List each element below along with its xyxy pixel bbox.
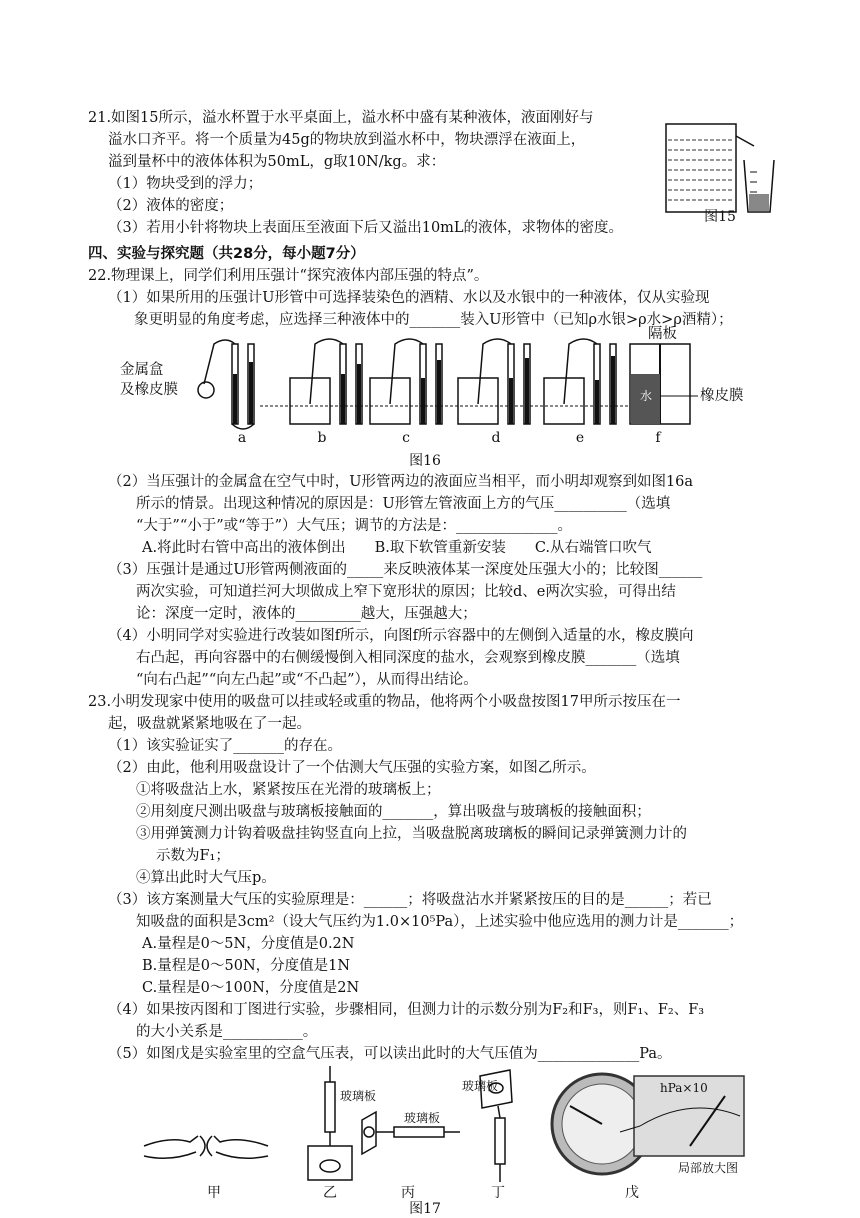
q23-option-b: B.量程是0～50N，分度值是1N bbox=[142, 958, 351, 974]
q21-line-6: （3）若用小针将物块上表面压至液面下后又溢出10mL的液体，求物体的密度。 bbox=[108, 220, 624, 236]
fig16-sublabel-d: d bbox=[491, 430, 501, 446]
fig17-sublabel-wu: 戊 bbox=[625, 1185, 639, 1201]
fig17-label-glass-2: 玻璃板 bbox=[404, 1111, 441, 1125]
q23-line-16: 的大小关系是___________。 bbox=[136, 1024, 318, 1040]
q23-step-4: ④算出此时大气压p。 bbox=[136, 870, 276, 886]
q23-step-2: ②用刻度尺测出吸盘与玻璃板接触面的_______，算出吸盘与玻璃板的接触面积； bbox=[136, 804, 651, 820]
q22-3-line-1: （3）压强计是通过U形管两侧液面的_____来反映液体某一深度处压强大小的；比较图______ bbox=[108, 562, 703, 578]
fig17-label-zoom: 局部放大图 bbox=[678, 1161, 739, 1175]
fig16-caption: 图16 bbox=[409, 453, 441, 469]
q22-4-line-2: 右凸起，再向容器中的右侧缓慢倒入相同深度的盐水，会观察到橡皮膜_______（选填 bbox=[136, 650, 680, 666]
q21-line-1: 21.如图15所示，溢水杯置于水平桌面上，溢水杯中盛有某种液体，液面刚好与 bbox=[88, 110, 594, 126]
q22-4-line-1: （4）小明同学对实验进行改装如图f所示，向图f所示容器中的左侧倒入适量的水，橡皮膜向 bbox=[108, 628, 694, 644]
fig16-sublabel-e: e bbox=[575, 430, 585, 446]
q23-line-15: （4）如果按丙图和丁图进行实验，步骤相同，但测力计的示数分别为F₂和F₃，则F₁、F₂、F₃ bbox=[108, 1002, 705, 1018]
q21-line-5: （2）液体的密度； bbox=[108, 198, 234, 214]
q22-line-2: （1）如果所用的压强计U形管中可选择装染色的酒精、水以及水银中的一种液体，仅从实验现 bbox=[108, 290, 710, 306]
q22-4-line-3: “向右凸起”“向左凸起”或“不凸起”），从而得出结论。 bbox=[136, 672, 478, 688]
section-4-title: 四、实验与探究题（共28分，每小题7分） bbox=[88, 246, 365, 262]
fig16-sublabel-a: a bbox=[237, 430, 247, 446]
q22-line-1: 22.物理课上，同学们利用压强计“探究液体内部压强的特点”。 bbox=[88, 268, 489, 284]
q21-line-2: 溢水口齐平。将一个质量为45g的物块放到溢水杯中，物块漂浮在液面上， bbox=[108, 132, 586, 148]
figure-15-caption: 图15 bbox=[704, 209, 736, 225]
q22-2-line-2: 所示的情景。出现这种情况的原因是：U形管左管液面上方的气压__________（选填 bbox=[136, 496, 671, 512]
figure-15-overflow-cup bbox=[662, 110, 792, 220]
q23-line-2: 起，吸盘就紧紧地吸在了一起。 bbox=[108, 716, 311, 732]
fig16-sublabel-b: b bbox=[317, 430, 327, 446]
q22-3-line-2: 两次实验，可知道拦河大坝做成上窄下宽形状的原因；比较d、e两次实验，可得出结 bbox=[136, 584, 676, 600]
fig16-sublabel-f: f bbox=[655, 430, 661, 446]
q23-option-c: C.量程是0～100N，分度值是2N bbox=[142, 980, 360, 996]
fig17-sublabel-yi: 乙 bbox=[323, 1185, 337, 1201]
q22-3-line-3: 论：深度一定时，液体的_________越大，压强越大； bbox=[136, 606, 477, 622]
fig16-label-rubber: 橡皮膜 bbox=[700, 388, 744, 404]
fig17-label-glass-3: 玻璃板 bbox=[462, 1079, 499, 1093]
q23-line-11: 知吸盘的面积是3cm²（设大气压约为1.0×10⁵Pa），上述实验中他应选用的测力计是_______； bbox=[136, 914, 744, 930]
q23-line-10: （3）该方案测量大气压的实验原理是：______；将吸盘沾水并紧紧按压的目的是______；若已 bbox=[108, 892, 712, 908]
q21-line-4: （1）物块受到的浮力； bbox=[108, 176, 263, 192]
fig17-label-glass-1: 玻璃板 bbox=[340, 1089, 377, 1103]
q22-line-3: 象更明显的角度考虑，应选择三种液体中的_______装入U形管中（已知ρ水银>ρ水>ρ酒精）； bbox=[134, 312, 733, 328]
q22-2-line-1: （2）当压强计的金属盒在空气中时，U形管两边的液面应当相平，而小明却观察到如图16a bbox=[108, 474, 694, 490]
q23-step-1: ①将吸盘沾上水，紧紧按压在光滑的玻璃板上； bbox=[136, 782, 441, 798]
q23-line-1: 23.小明发现家中使用的吸盘可以挂或轻或重的物品，他将两个小吸盘按图17甲所示按压在一 bbox=[88, 694, 681, 710]
figure-16-pressure-gauges bbox=[190, 334, 750, 434]
fig17-sublabel-jia: 甲 bbox=[207, 1185, 221, 1201]
fig17-caption: 图17 bbox=[409, 1201, 441, 1217]
fig16-label-water: 水 bbox=[640, 389, 653, 403]
q22-2-options: A.将此时右管中高出的液体倒出 B.取下软管重新安装 C.从右端管口吹气 bbox=[142, 540, 652, 556]
q23-option-a: A.量程是0～5N，分度值是0.2N bbox=[142, 936, 355, 952]
fig17-label-unit: hPa×10 bbox=[660, 1081, 708, 1095]
q23-line-17: （5）如图戊是实验室里的空盒气压表，可以读出此时的大气压值为______________Pa。 bbox=[108, 1046, 672, 1062]
fig16-label-partition: 隔板 bbox=[648, 326, 677, 342]
q22-2-line-3: “大于”“小于”或“等于”）大气压；调节的方法是：______________。 bbox=[136, 518, 572, 534]
fig16-sublabel-c: c bbox=[402, 430, 410, 446]
q23-line-3: （1）该实验证实了_______的存在。 bbox=[108, 738, 342, 754]
fig17-sublabel-bing: 丙 bbox=[401, 1185, 415, 1201]
q21-line-3: 溢到量杯中的液体体积为50mL，g取10N/kg。求： bbox=[108, 154, 446, 170]
fig17-sublabel-ding: 丁 bbox=[491, 1185, 505, 1201]
q23-step-3-cont: 示数为F₁； bbox=[156, 848, 230, 864]
q23-line-4: （2）由此，他利用吸盘设计了一个估测大气压强的实验方案，如图乙所示。 bbox=[108, 760, 596, 776]
fig16-label-membrane: 及橡皮膜 bbox=[120, 382, 178, 398]
fig16-label-box: 金属盒 bbox=[120, 362, 164, 378]
q23-step-3: ③用弹簧测力计钩着吸盘挂钩竖直向上拉，当吸盘脱离玻璃板的瞬间记录弹簧测力计的 bbox=[136, 826, 687, 842]
